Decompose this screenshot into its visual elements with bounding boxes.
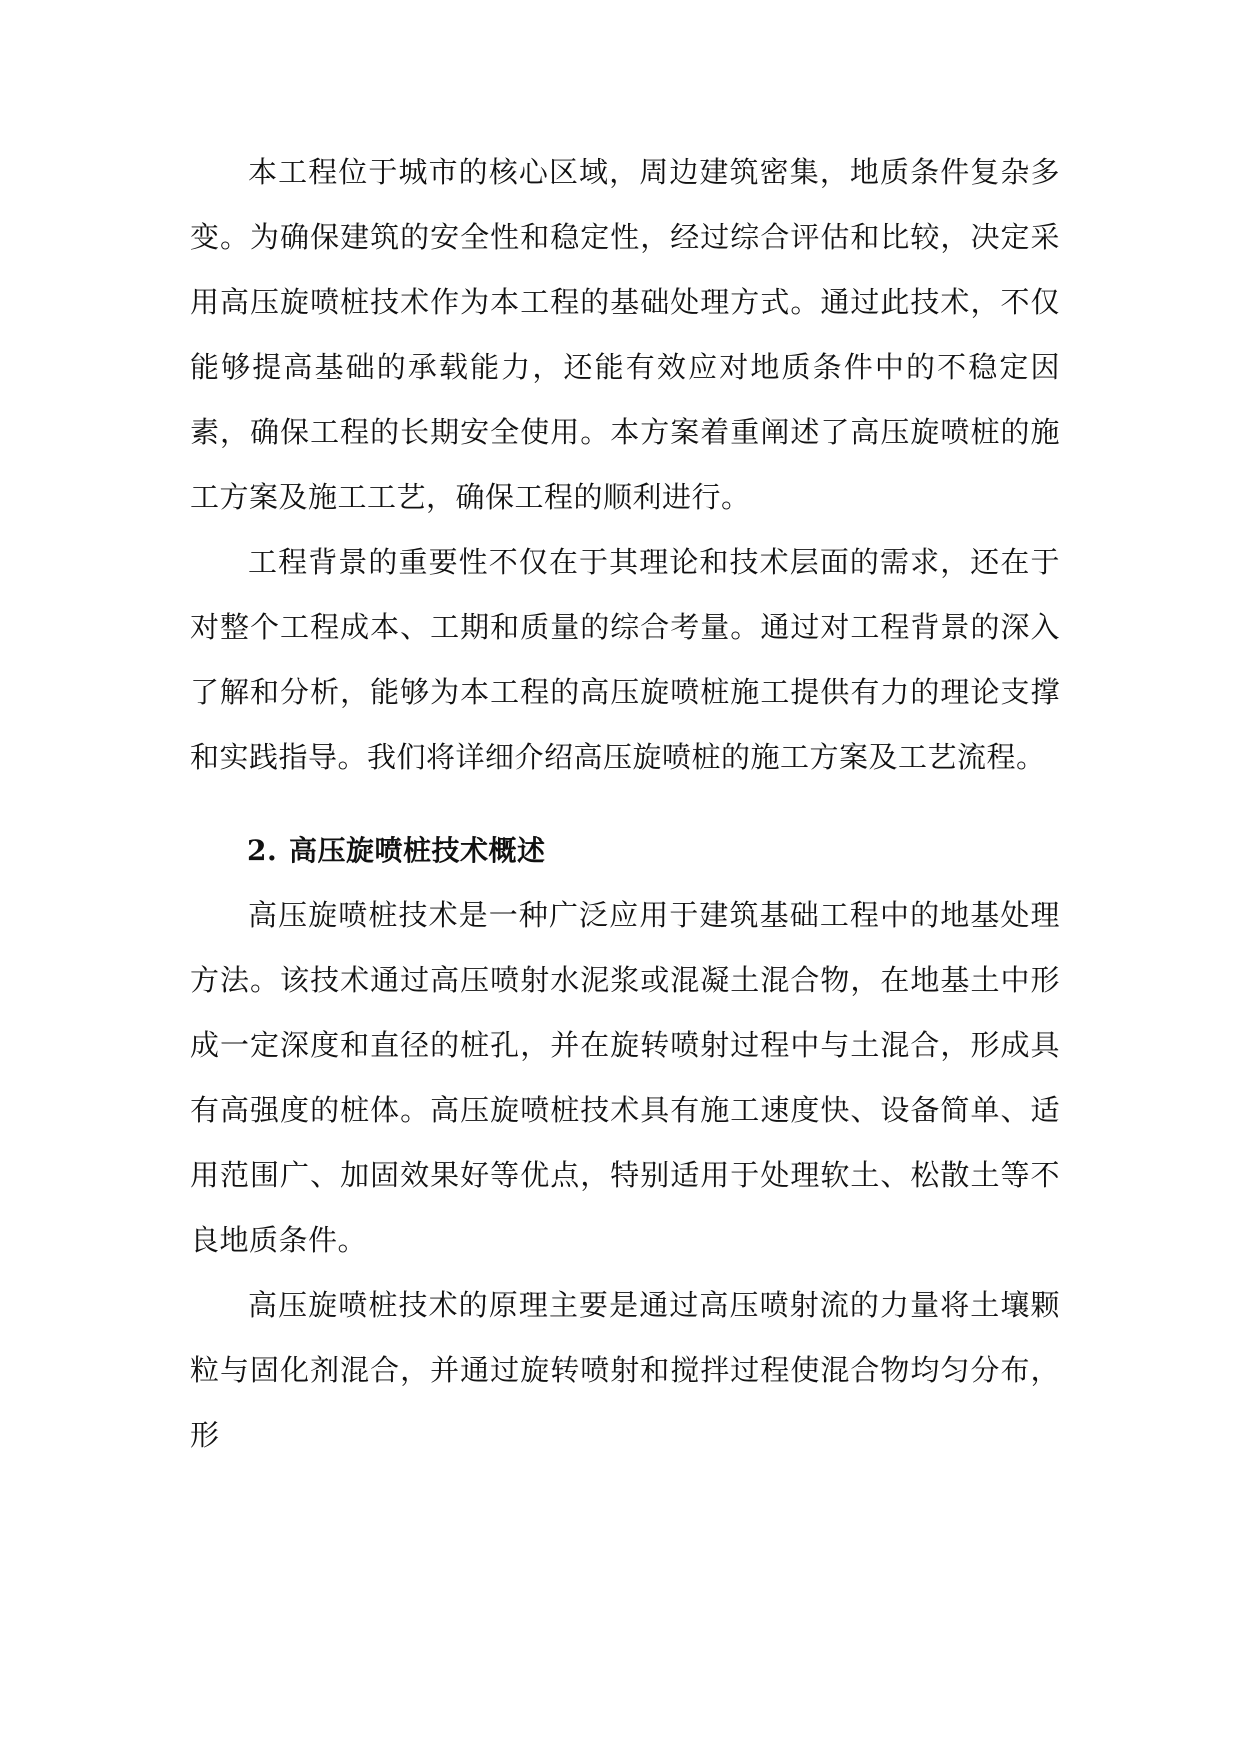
paragraph-project-location: 本工程位于城市的核心区域，周边建筑密集，地质条件复杂多变。为确保建筑的安全性和稳定性，经过综合评估和比较，决定采用高压旋喷桩技术作为本工程的基础处理方式。通过此技术，不仅能够提高基础的承载能力，还能有效应对地质条件中的不稳定因素，确保工程的长期安全使用。本方案着重阐述了高压旋喷桩的施工方案及施工工艺，确保工程的顺利进行。 — [190, 155, 1060, 514]
paragraph-technology-overview: 高压旋喷桩技术是一种广泛应用于建筑基础工程中的地基处理方法。该技术通过高压喷射水泥浆或混凝土混合物，在地基土中形成一定深度和直径的桩孔，并在旋转喷射过程中与土混合，形成具有高强度的桩体。高压旋喷桩技术具有施工速度快、设备简单、适用范围广、加固效果好等优点，特别适用于处理软土、松散土等不良地质条件。 — [190, 898, 1060, 1257]
document-body — [190, 140, 1060, 1468]
section-heading — [190, 818, 1060, 883]
section-number: 2. — [247, 834, 278, 867]
paragraph-technology-principle: 高压旋喷桩技术的原理主要是通过高压喷射流的力量将土壤颗粒与固化剂混合，并通过旋转喷射和搅拌过程使混合物均匀分布，形 — [190, 1288, 1060, 1452]
section-title: 高压旋喷桩技术概述 — [289, 834, 546, 867]
paragraph-project-background: 工程背景的重要性不仅在于其理论和技术层面的需求，还在于对整个工程成本、工期和质量的综合考量。通过对工程背景的深入了解和分析，能够为本工程的高压旋喷桩施工提供有力的理论支撑和实践指导。我们将详细介绍高压旋喷桩的施工方案及工艺流程。 — [190, 545, 1060, 774]
